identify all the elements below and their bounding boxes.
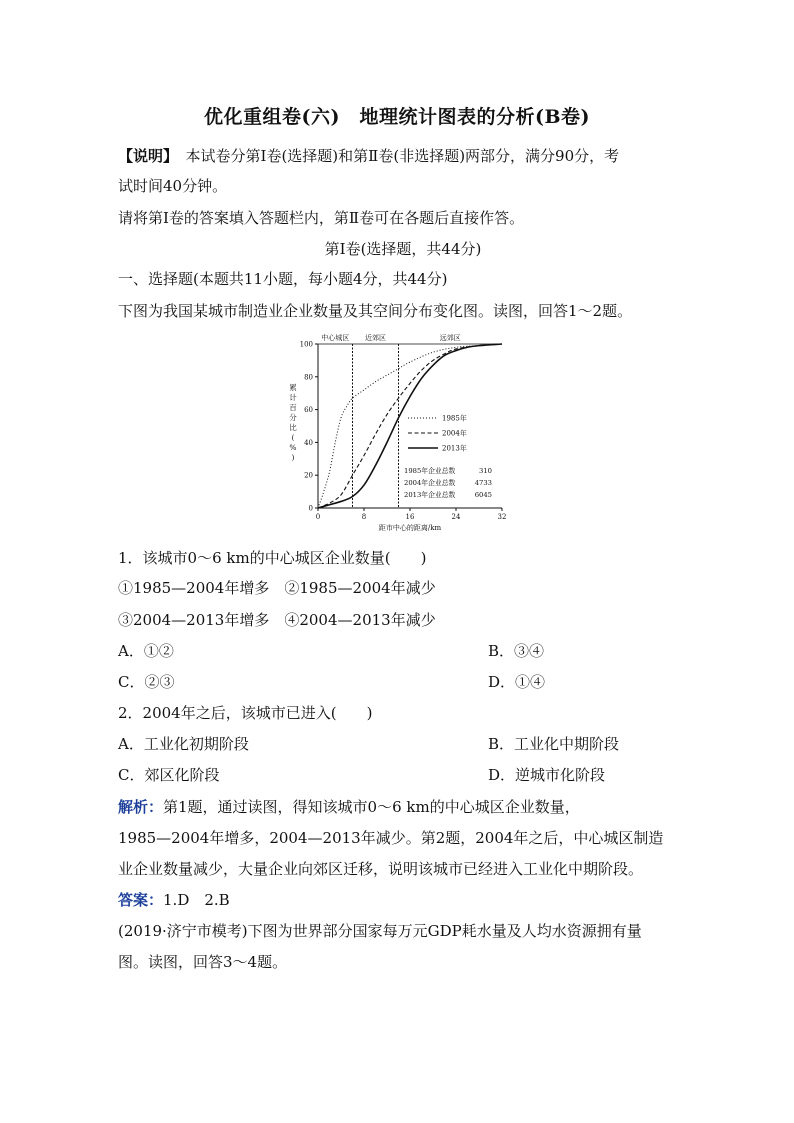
y-tick-label-0: 0: [308, 504, 313, 513]
legend-label-1: 1985年: [442, 414, 467, 423]
q1-option-c[interactable]: C．②③: [118, 673, 175, 691]
x-tick-label-0: 0: [315, 513, 321, 521]
q2-option-b[interactable]: B．工业化中期阶段: [488, 735, 620, 753]
y-tick-label-5: 100: [299, 340, 313, 349]
y-tick-label-1: 20: [304, 471, 313, 480]
note-text-1: 本试卷分第Ⅰ卷(选择题)和第Ⅱ卷(非选择题)两部分，满分90分，考: [170, 147, 620, 165]
answer-text: 1.D 2.B: [163, 891, 230, 909]
intro2-line-1: (2019·济宁市模考)下图为世界部分国家每万元GDP耗水量及人均水资源拥有量: [118, 922, 642, 940]
chart-svg: [280, 328, 516, 540]
q1-option-b[interactable]: B．③④: [488, 642, 545, 660]
y-axis-label-char-0: 累: [289, 383, 297, 392]
q2-options-row-2: [118, 765, 688, 785]
part1-title: 第Ⅰ卷(选择题，共44分): [324, 240, 482, 258]
q2-options-row-1: [118, 734, 688, 754]
q1-options-row-1: [118, 641, 688, 661]
y-axis-label-char-7: ): [291, 453, 295, 462]
analysis-line-3: 业企业数量减少，大量企业向郊区迁移，说明该城市已经进入工业化中期阶段。: [118, 860, 644, 878]
analysis-label: 解析：: [118, 798, 164, 816]
note-line-3: 请将第Ⅰ卷的答案填入答题栏内，第Ⅱ卷可在各题后直接作答。: [118, 209, 525, 227]
legend-label-3: 2013年: [442, 444, 467, 453]
zone-label-2: 近郊区: [365, 334, 386, 342]
y-axis-label-char-3: 分: [289, 413, 297, 422]
q1-options-row-2: [118, 672, 688, 692]
analysis-line-2: 1985—2004年增多，2004—2013年减少。第2题，2004年之后，中心城区制造: [118, 829, 664, 847]
q1-items-1: ①1985—2004年增多 ②1985—2004年减少: [118, 579, 436, 597]
section1-heading: 一、选择题(本题共11小题，每小题4分，共44分): [118, 270, 448, 288]
legend-label-2: 2004年: [442, 429, 467, 438]
enterprise-chart: [280, 328, 516, 540]
total-value-2: 4733: [474, 479, 492, 487]
x-tick-label-2: 16: [405, 513, 415, 521]
y-axis-label-char-2: 百: [289, 403, 297, 412]
q2-option-d[interactable]: D．逆城市化阶段: [488, 766, 606, 784]
y-axis-label-char-5: (: [291, 433, 295, 442]
q2-option-a[interactable]: A．工业化初期阶段: [118, 735, 249, 753]
zone-label-1: 中心城区: [321, 334, 350, 342]
x-tick-label-1: 8: [361, 513, 367, 521]
intro1: 下图为我国某城市制造业企业数量及其空间分布变化图。读图，回答1～2题。: [118, 302, 633, 320]
y-axis-label-char-6: %: [289, 443, 297, 452]
answer-label: 答案：: [118, 891, 164, 909]
zone-label-3: 远郊区: [439, 334, 461, 342]
total-label-1: 1985年企业总数: [404, 467, 456, 475]
x-tick-label-4: 32: [497, 513, 507, 521]
y-tick-label-2: 40: [304, 438, 313, 447]
y-axis-label-char-1: 计: [289, 393, 297, 402]
page-title: 优化重组卷(六) 地理统计图表的分析(B卷): [203, 106, 591, 128]
note-label: 【说明】: [118, 147, 171, 165]
q1-option-d[interactable]: D．①④: [488, 673, 546, 691]
intro2-line-2: 图。读图，回答3～4题。: [118, 953, 288, 971]
note-line-2: 试时间40分钟。: [118, 177, 228, 195]
q1-items-2: ③2004—2013年增多 ④2004—2013年减少: [118, 611, 436, 629]
total-value-1: 310: [479, 467, 492, 475]
q1-stem: 1．该城市0～6 km的中心城区企业数量( ): [118, 549, 427, 567]
note-line-1: [118, 146, 688, 166]
x-tick-label-3: 24: [451, 513, 461, 521]
answer-line: [118, 890, 688, 910]
total-value-3: 6045: [474, 491, 492, 499]
total-label-3: 2013年企业总数: [404, 491, 456, 499]
y-axis-label-char-4: 比: [289, 423, 297, 432]
q2-stem: 2．2004年之后，该城市已进入( ): [118, 704, 373, 722]
total-label-2: 2004年企业总数: [404, 479, 456, 487]
x-axis-label: 距市中心的距离/km: [378, 524, 442, 532]
q2-option-c[interactable]: C．郊区化阶段: [118, 766, 220, 784]
y-tick-label-3: 60: [304, 406, 313, 415]
q1-option-a[interactable]: A．①②: [118, 642, 174, 660]
analysis-text-1: 第1题，通过读图，得知该城市0～6 km的中心城区企业数量，: [163, 798, 580, 816]
y-tick-label-4: 80: [304, 373, 313, 382]
analysis-line-1: [118, 797, 688, 817]
